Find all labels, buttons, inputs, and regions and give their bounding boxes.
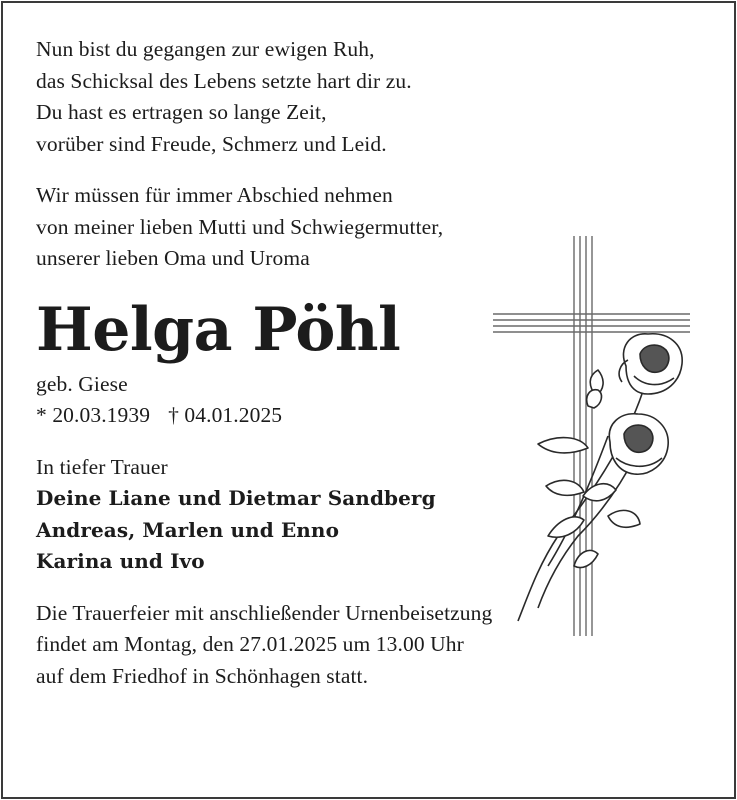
mourners-heading: In tiefer Trauer (36, 454, 168, 479)
cross-with-roses-icon (488, 236, 698, 636)
farewell-line: von meiner lieben Mutti und Schwiegermutter, (36, 214, 444, 239)
poem (36, 34, 656, 160)
deceased-name: Helga Pöhl (36, 294, 401, 365)
mourner-name: Deine Liane und Dietmar Sandberg (36, 486, 436, 510)
death-date: † 04.01.2025 (168, 403, 283, 427)
ceremony-line: auf dem Friedhof in Schönhagen statt. (36, 663, 369, 688)
ceremony-line: Die Trauerfeier mit anschließender Urnenbeisetzung (36, 600, 493, 625)
mourner-name: Karina und Ivo (36, 549, 205, 573)
poem-line: Nun bist du gegangen zur ewigen Ruh, (36, 37, 375, 61)
poem-line: das Schicksal des Lebens setzte hart dir zu. (36, 68, 412, 93)
birth-date: * 20.03.1939 (36, 403, 151, 427)
mourner-name: Andreas, Marlen und Enno (36, 517, 340, 542)
ceremony-line: findet am Montag, den 27.01.2025 um 13.00 Uhr (36, 632, 464, 656)
farewell-line: unserer lieben Oma und Uroma (36, 246, 310, 270)
poem-line: vorüber sind Freude, Schmerz und Leid. (36, 131, 387, 156)
farewell-line: Wir müssen für immer Abschied nehmen (36, 183, 393, 207)
birth-name: geb. Giese (36, 371, 128, 396)
poem-line: Du hast es ertragen so lange Zeit, (36, 100, 327, 124)
